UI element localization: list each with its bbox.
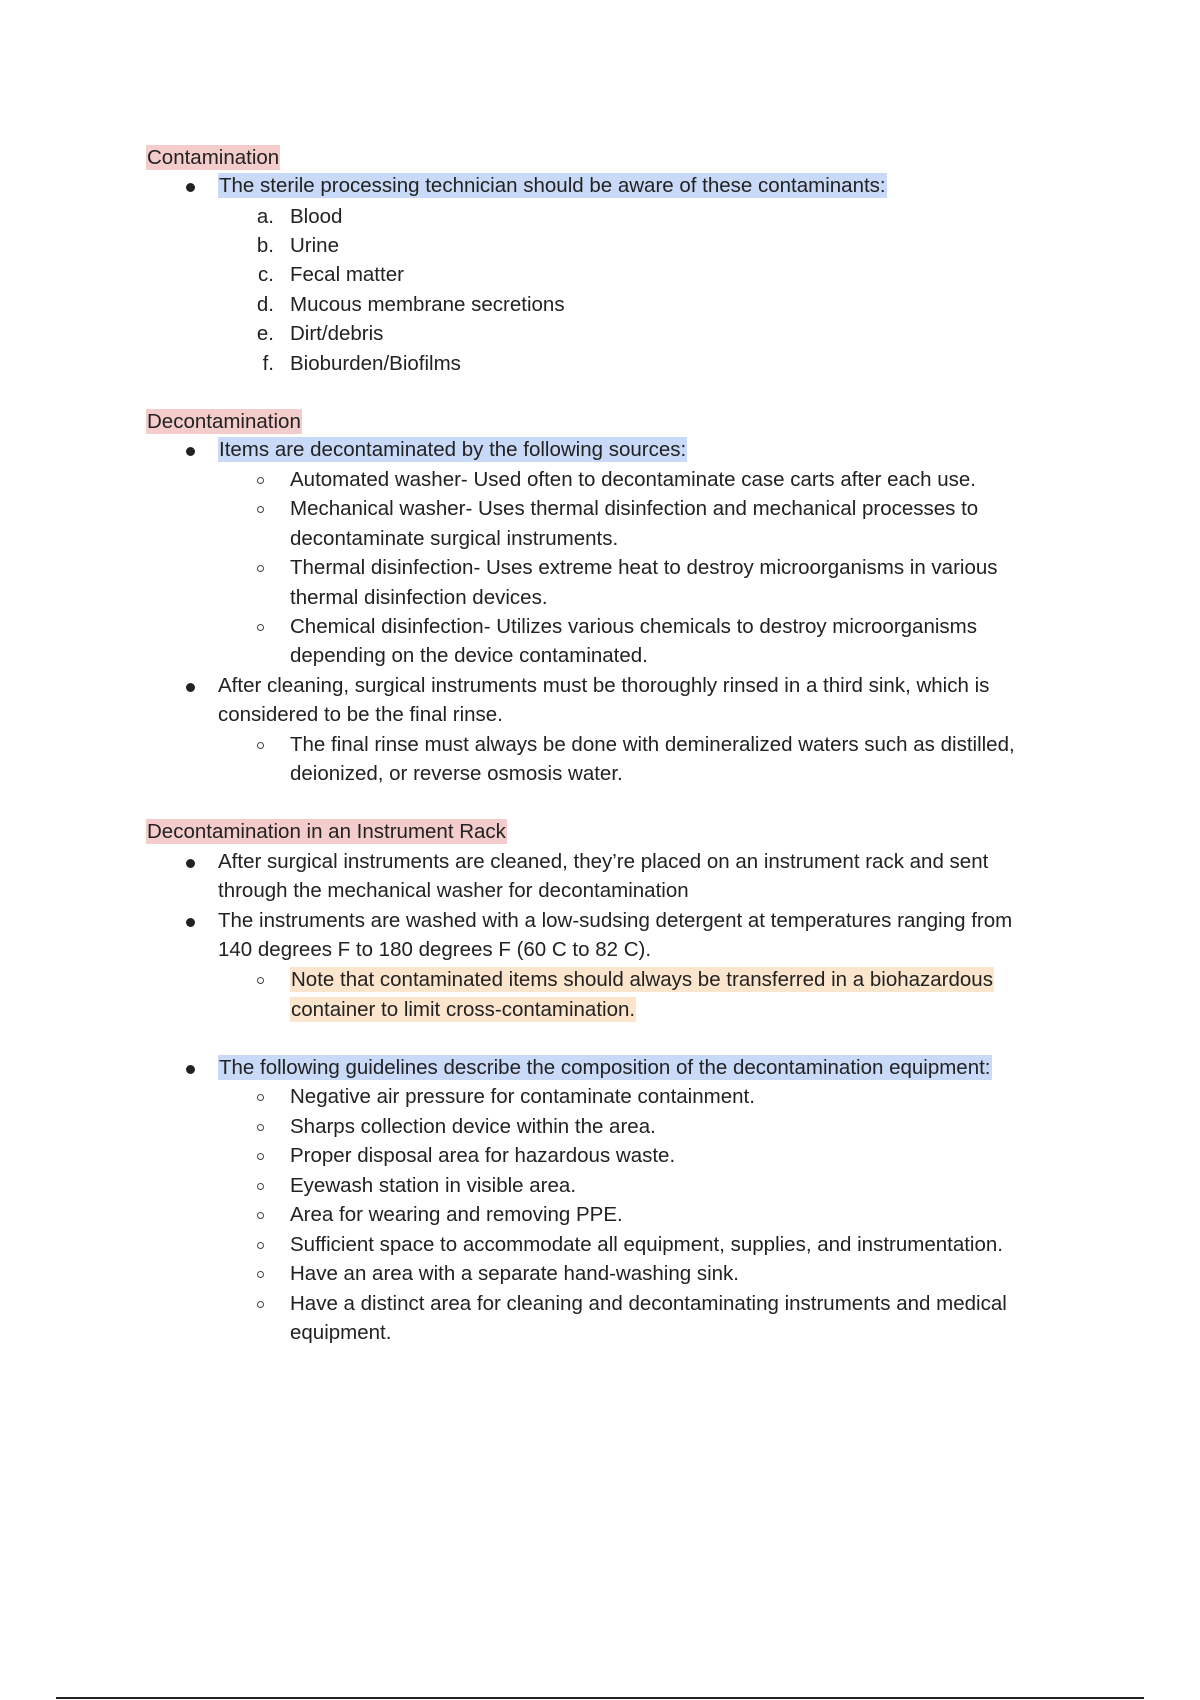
list-item-text: equipment.	[290, 1321, 392, 1344]
equipment-intro: The following guidelines describe the composition of the decontamination equipment:	[219, 1056, 991, 1079]
note-text: Note that contaminated items should always be transferred in a biohazardous	[291, 968, 993, 991]
list-item-text: Blood	[290, 205, 343, 228]
list-marker: e.	[256, 322, 274, 345]
note-text: container to limit cross-contamination.	[291, 998, 636, 1021]
list-item-text: Dirt/debris	[290, 322, 384, 345]
list-item-text: After cleaning, surgical instruments must be thoroughly rinsed in a third sink, which is	[218, 674, 990, 697]
list-item-text: depending on the device contaminated.	[290, 644, 648, 667]
bullet-icon	[186, 918, 195, 927]
hollow-bullet-icon	[257, 1301, 264, 1308]
hollow-bullet-icon	[257, 1124, 264, 1131]
hollow-bullet-icon	[257, 1242, 264, 1249]
hollow-bullet-icon	[257, 1094, 264, 1101]
bullet-icon	[186, 859, 195, 868]
list-item-text: Area for wearing and removing PPE.	[290, 1203, 623, 1226]
section-heading-instrument-rack: Decontamination in an Instrument Rack	[147, 820, 506, 843]
list-marker: f.	[262, 352, 274, 375]
list-item-text: Have a distinct area for cleaning and decontaminating instruments and medical	[290, 1292, 1007, 1315]
list-item-text: 140 degrees F to 180 degrees F (60 C to 82 C).	[218, 938, 652, 961]
hollow-bullet-icon	[257, 742, 264, 749]
hollow-bullet-icon	[257, 1153, 264, 1160]
list-item-text: Automated washer- Used often to decontaminate case carts after each use.	[290, 468, 976, 491]
list-item-text: Mechanical washer- Uses thermal disinfection and mechanical processes to	[290, 497, 979, 520]
list-item-text: decontaminate surgical instruments.	[290, 527, 619, 550]
hollow-bullet-icon	[257, 1212, 264, 1219]
list-marker: d.	[256, 293, 274, 316]
list-item-text: Bioburden/Biofilms	[290, 352, 461, 375]
bullet-icon	[186, 183, 195, 192]
hollow-bullet-icon	[257, 477, 264, 484]
hollow-bullet-icon	[257, 565, 264, 572]
list-item-text: thermal disinfection devices.	[290, 586, 548, 609]
hollow-bullet-icon	[257, 624, 264, 631]
list-item-text: deionized, or reverse osmosis water.	[290, 762, 623, 785]
contamination-intro: The sterile processing technician should be aware of these contaminants:	[219, 174, 886, 197]
hollow-bullet-icon	[257, 1271, 264, 1278]
list-item-text: The instruments are washed with a low-sudsing detergent at temperatures ranging from	[218, 909, 1013, 932]
decontamination-intro: Items are decontaminated by the following sources:	[219, 438, 687, 461]
section-heading-decontamination: Decontamination	[147, 410, 301, 433]
hollow-bullet-icon	[257, 977, 264, 984]
list-item-text: Eyewash station in visible area.	[290, 1174, 577, 1197]
bullet-icon	[186, 447, 195, 456]
list-item-text: Have an area with a separate hand-washing sink.	[290, 1262, 739, 1285]
list-marker: b.	[256, 234, 274, 257]
list-item-text: Urine	[290, 234, 339, 257]
list-item-text: The final rinse must always be done with demineralized waters such as distilled,	[290, 733, 1015, 756]
list-item-text: After surgical instruments are cleaned, they’re placed on an instrument rack and sent	[218, 850, 989, 873]
list-marker: a.	[256, 205, 274, 228]
list-item-text: considered to be the final rinse.	[218, 703, 503, 726]
hollow-bullet-icon	[257, 506, 264, 513]
list-item-text: Sharps collection device within the area.	[290, 1115, 656, 1138]
bullet-icon	[186, 683, 195, 692]
list-item-text: through the mechanical washer for decontamination	[218, 879, 689, 902]
hollow-bullet-icon	[257, 1183, 264, 1190]
list-item-text: Mucous membrane secretions	[290, 293, 565, 316]
section-heading-contamination: Contamination	[147, 146, 280, 169]
list-item-text: Thermal disinfection- Uses extreme heat to destroy microorganisms in various	[290, 556, 998, 579]
list-item-text: Chemical disinfection- Utilizes various chemicals to destroy microorganisms	[290, 615, 977, 638]
list-item-text: Sufficient space to accommodate all equipment, supplies, and instrumentation.	[290, 1233, 1003, 1256]
page-bottom-rule	[56, 1697, 1144, 1699]
list-marker: c.	[258, 263, 274, 286]
bullet-icon	[186, 1065, 195, 1074]
list-item-text: Proper disposal area for hazardous waste.	[290, 1144, 676, 1167]
list-item-text: Negative air pressure for contaminate containment.	[290, 1085, 755, 1108]
list-item-text: Fecal matter	[290, 263, 404, 286]
